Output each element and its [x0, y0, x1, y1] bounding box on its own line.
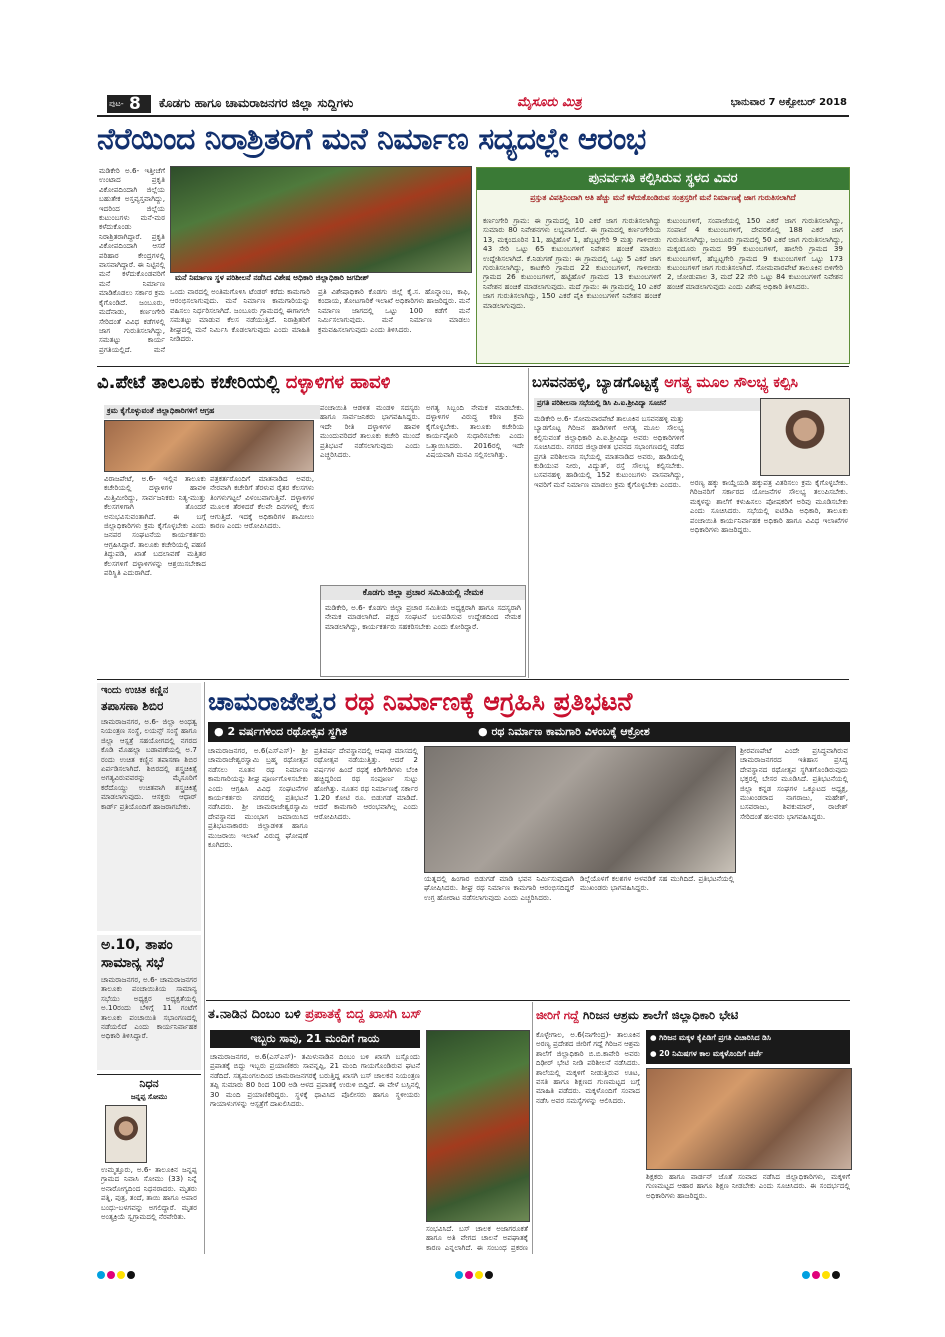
lead-col1: ಮಡಿಕೇರಿ ಅ.6- ಇತ್ತೀಚೆಗೆ ಉಂಟಾದ ಪ್ರಕೃತಿ ವಿಕೋಪದಿಂದಾಗಿ ಜಿಲ್ಲೆಯ ಬಹುತೇಕ ಅಸ್ತವ್ಯಸ್ತವಾಗಿದ್ದು, ಇದರಿಂದ ಜಿಲ್ಲೆಯ ಕುಟುಂಬಗಳು ಮನೆ-ಮಠ ಕಳೆದುಕೊಂಡು ನಿರಾಶ್ರಿತರಾಗಿದ್ದಾರೆ. ಪ್ರಕೃತಿ ವಿಕೋಪದಿಂದಾಗಿ ಆಸರೆ ಪರಿಹಾರ ಕೇಂದ್ರಗಳಲ್ಲಿ ವಾಸವಾಗಿದ್ದಾರೆ. ಈ ನಿಟ್ಟಿನಲ್ಲಿ ಮನೆ ಕಳೆದುಕೊಂಡವರಿಗೆ ಮನೆ ನಿರ್ಮಾಣ ಮಾಡಿಕೊಡಲು ಸರ್ಕಾರ ಕ್ರಮ ಕೈಗೊಂಡಿದೆ. ಜಂಬೂರು, ಮದೆನಾಡು, ಕರ್ಣಂಗೇರಿ ಸೇರಿದಂತೆ ವಿವಿಧ ಕಡೆಗಳಲ್ಲಿ ಜಾಗ ಗುರುತಿಸಲಾಗಿದ್ದು, ಸಮತಟ್ಟು ಕಾರ್ಯ ಪ್ರಗತಿಯಲ್ಲಿದೆ. ಮನೆ [99, 166, 165, 354]
ratha-col1: ಚಾಮರಾಜನಗರ, ಅ.6(ಎಸ್‌ಎಸ್)- ಶ್ರೀ ಚಾಮರಾಜೇಶ್ವರಸ್ವಾಮಿ ಬ್ರಹ್ಮ ರಥೋತ್ಸವ ನಡೆಸಲು ನೂತನ ರಥ ನಿರ್ಮಾಣ ಕಾಮಗಾರಿಯನ್ನು ಶೀಘ್ರ ಪೂರ್ಣಗೊಳಿಸಬೇಕು ಎಂದು ಆಗ್ರಹಿಸಿ ವಿವಿಧ ಸಂಘಟನೆಗಳ ಕಾರ್ಯಕರ್ತರು ನಗರದಲ್ಲಿ ಪ್ರತಿಭಟನೆ ನಡೆಸಿದರು. ಶ್ರೀ ಚಾಮರಾಜೇಶ್ವರಸ್ವಾಮಿ ದೇವಸ್ಥಾನದ ಮುಂಭಾಗ ಜಮಾಯಿಸಿದ ಪ್ರತಿಭಟನಾಕಾರರು ಜಿಲ್ಲಾಡಳಿತ ಹಾಗೂ ಮುಜರಾಯಿ ಇಲಾಖೆ ವಿರುದ್ಧ ಘೋಷಣೆ ಕೂಗಿದರು. [208, 746, 308, 850]
vpete-col3: ಪಂಚಾಯಿತಿ ಆಡಳಿತ ಮಂಡಳಿ ಸದಸ್ಯರು ಹಾಗೂ ಸಾರ್ವಜನಿಕರು ಭಾಗವಹಿಸಿದ್ದರು. ಇದೇ ರೀತಿ ದಳ್ಳಾಳಿಗಳ ಹಾವಳಿ ಮುಂದುವರಿದರೆ ತಾಲೂಕು ಕಚೇರಿ ಮುಂದೆ ಪ್ರತಿಭಟನೆ ನಡೆಸಲಾಗುವುದು ಎಂದು ಎಚ್ಚರಿಸಿದರು. [320, 403, 420, 460]
school-headline-a: ಜೀರಿಗೆ ಗದ್ದೆ [536, 1008, 583, 1022]
school-bullet-2-text: 20 ನಿಮಿಷಗಳ ಕಾಲ ಮಕ್ಕಳೊಂದಿಗೆ ಚರ್ಚೆ [659, 1049, 763, 1058]
obituary-title: ನಿಧನ [139, 1077, 159, 1090]
meeting-text: ಚಾಮರಾಜನಗರ, ಅ.6- ಚಾಮರಾಜನಗರ ತಾಲೂಕು ಪಂಚಾಯಿತಿಯ ಸಾಮಾನ್ಯ ಸಭೆಯು ಅಧ್ಯಕ್ಷರ ಅಧ್ಯಕ್ಷತೆಯಲ್ಲಿ ಅ.10ರಂದು ಬೆಳಿಗ್ಗೆ 11 ಗಂಟೆಗೆ ತಾಲೂಕು ಪಂಚಾಯಿತಿ ಸಭಾಂಗಣದಲ್ಲಿ ನಡೆಯಲಿದೆ ಎಂದು ಕಾರ್ಯನಿರ್ವಾಹಕ ಅಧಿಕಾರಿ ತಿಳಿಸಿದ್ದಾರೆ. [101, 975, 197, 1041]
bus-headline-b: ಪ್ರಪಾತಕ್ಕೆ ಬಿದ್ದ ಖಾಸಗಿ ಬಸ್ [305, 1007, 422, 1022]
reg-cyan [455, 1271, 463, 1279]
school-bullet-1: ● ಗಿರಿಜನ ಮಕ್ಕಳ ಕೈಪಿಡಿಗೆ ಪ್ರಗತಿ ವಿಚಾರಿಸಿದ ಡಿಸಿ [650, 1033, 771, 1042]
vpete-col2: ಪತ್ರಕರ್ತರೊಂದಿಗೆ ಮಾತನಾಡಿದ ಅವರು, ನೇರವಾಗಿ ಕಚೇರಿಗೆ ತೆರಳುವ ರೈತರ ಕೆಲಸಗಳು ತಿಂಗಳುಗಟ್ಟಲೆ ವಿಳಂಬವಾಗುತ್ತಿವೆ. ದಳ್ಳಾಳಿಗಳ ಮೂಲಕ ತೆರಳಿದರೆ ಕೆಲವೇ ದಿನಗಳಲ್ಲಿ ಕೆಲಸ ಆಗುತ್ತಿದೆ. ಇದಕ್ಕೆ ಅಧಿಕಾರಿಗಳ ಶಾಮೀಲು ಕಾರಣ ಎಂದು ಆರೋಪಿಸಿದರು. [210, 474, 314, 531]
bus-headline-a: ತ.ನಾಡಿನ ದಿಂಬಂ ಬಳಿ [208, 1007, 306, 1022]
school-headline-b: ಗಿರಿಜನ ಆಶ್ರಮ ಶಾಲೆಗೆ ಜಿಲ್ಲಾಧಿಕಾರಿ ಭೇಟಿ [582, 1008, 739, 1022]
basavanahalli-headline [532, 369, 850, 397]
bus-subhead: ಇಬ್ಬರು ಸಾವು, 21 ಮಂದಿಗೆ ಗಾಯ [210, 1030, 420, 1048]
bus-accident-photo [426, 1030, 530, 1222]
ratha-bullets [208, 722, 850, 742]
ratha-protest-photo [424, 746, 736, 873]
masthead [97, 93, 849, 117]
rehab-box-text2: ಕುಟುಂಬಗಳಿಗೆ, ಸಂಪಾಜೆಯಲ್ಲಿ 150 ಎಕರೆ ಜಾಗ ಗುರುತಿಸಲಾಗಿದ್ದು, ಸಂಪಾಜೆ 4 ಕುಟುಂಬಗಳಿಗೆ, ದೇವರಕೊಲ್ಲಿ 188 ಎಕರೆ ಜಾಗ ಗುರುತಿಸಲಾಗಿದ್ದು, ಜಂಬೂರು ಗ್ರಾಮದಲ್ಲಿ 50 ಎಕರೆ ಜಾಗ ಗುರುತಿಸಲಾಗಿದ್ದು, ಮಕ್ಕಂದೂರು ಗ್ರಾಮದ 99 ಕುಟುಂಬಗಳಿಗೆ, ಹಾಲೇರಿ ಗ್ರಾಮದ 39 ಕುಟುಂಬಗಳಿಗೆ, ಹೆಬ್ಬಟ್ಟಗೇರಿ ಗ್ರಾಮದ 9 ಕುಟುಂಬಗಳಿಗೆ ಒಟ್ಟು 173 ಕುಟುಂಬಗಳಿಗೆ ಜಾಗ ಗುರುತಿಸಲಾಗಿದೆ. ಸೋಮವಾರಪೇಟೆ ತಾಲೂಕಿನ ಬಿಳಿಗೇರಿ 2, ಜೋಡುಪಾಲ 3, ಮದೆ 22 ಸೇರಿ ಒಟ್ಟು 84 ಕುಟುಂಬಗಳಿಗೆ ನಿವೇಶನ ಹಂಚಿಕೆ ಮಾಡಲಾಗುವುದು ಎಂದು ವಿಶೇಷ ಅಧಿಕಾರಿ ತಿಳಿಸಿದರು. [667, 216, 843, 291]
divider [206, 1000, 850, 1001]
paper-name: ಮೈಸೂರು ಮಿತ್ರ [517, 95, 582, 110]
ratha-headline-b: ರಥ ನಿರ್ಮಾಣಕ್ಕೆ ಆಗ್ರಹಿಸಿ ಪ್ರತಿಭಟನೆ [344, 687, 633, 716]
vpete-headline [97, 369, 497, 397]
divider [97, 366, 849, 367]
ratha-col2: ಪ್ರತಿವರ್ಷ ದೇವಸ್ಥಾನದಲ್ಲಿ ಆಷಾಢ ಮಾಸದಲ್ಲಿ ರಥೋತ್ಸವ ನಡೆಯುತ್ತಿತ್ತು. ಆದರೆ 2 ವರ್ಷಗಳ ಹಿಂದೆ ರಥಕ್ಕೆ ಕಿಡಿಗೇಡಿಗಳು ಬೆಂಕಿ ಹಚ್ಚಿದ್ದರಿಂದ ರಥ ಸಂಪೂರ್ಣ ಸುಟ್ಟು ಹೋಗಿತ್ತು. ನೂತನ ರಥ ನಿರ್ಮಾಣಕ್ಕೆ ಸರ್ಕಾರ 1.20 ಕೋಟಿ ರೂ. ಬಿಡುಗಡೆ ಮಾಡಿದೆ. ಆದರೆ ಕಾಮಗಾರಿ ಆರಂಭವಾಗಿಲ್ಲ ಎಂದು ಆರೋಪಿಸಿದರು. [314, 746, 418, 821]
registration-marks [97, 1264, 137, 1283]
vpete-headline-b: ದಳ್ಳಾಳಿಗಳ ಹಾವಳಿ [285, 372, 391, 393]
school-photo [646, 1068, 852, 1170]
school-col2: ಶಿಕ್ಷಕರು ಹಾಗೂ ವಾರ್ಡನ್ ಜೊತೆ ಸಂವಾದ ನಡೆಸಿದ ಜಿಲ್ಲಾಧಿಕಾರಿಗಳು, ಮಕ್ಕಳಿಗೆ ಗುಣಮಟ್ಟದ ಆಹಾರ ಹಾಗೂ ಶಿಕ್ಷಣ ನೀಡಬೇಕು ಎಂದು ಸೂಚಿಸಿದರು. ಈ ಸಂದರ್ಭದಲ್ಲಿ ಅಧಿಕಾರಿಗಳು ಹಾಜರಿದ್ದರು. [646, 1172, 850, 1200]
lead-photo-caption: ಮನೆ ನಿರ್ಮಾಣ ಸ್ಥಳ ಪರಿಶೀಲನೆ ನಡೆಸಿದ ವಿಶೇಷ ಅಧಿಕಾರಿ ಜಿಲ್ಲಾಧಿಕಾರಿ ಜಗದೀಶ್ [175, 273, 370, 282]
basavanahalli-col2: ಅರಣ್ಯ ಹಕ್ಕು ಕಾಯ್ದೆಯಡಿ ಹಕ್ಕುಪತ್ರ ವಿತರಿಸಲು ಕ್ರಮ ಕೈಗೊಳ್ಳಬೇಕು. ಗಿರಿಜನರಿಗೆ ಸರ್ಕಾರದ ಯೋಜನೆಗಳ ಸೌಲಭ್ಯ ತಲುಪಿಸಬೇಕು. ಮಕ್ಕಳನ್ನು ಶಾಲೆಗೆ ಕಳುಹಿಸಲು ಪೋಷಕರಿಗೆ ಅರಿವು ಮೂಡಿಸಬೇಕು ಎಂದು ಸೂಚಿಸಿದರು. ಸಭೆಯಲ್ಲಿ ಐಟಿಡಿಪಿ ಅಧಿಕಾರಿ, ತಾಲೂಕು ಪಂಚಾಯಿತಿ ಕಾರ್ಯನಿರ್ವಾಹಕ ಅಧಿಕಾರಿ ಹಾಗೂ ವಿವಿಧ ಇಲಾಖೆಗಳ ಅಧಿಕಾರಿಗಳು ಹಾಜರಿದ್ದರು. [690, 478, 848, 535]
section-title: ಕೊಡಗು ಹಾಗೂ ಚಾಮರಾಜನಗರ ಜಿಲ್ಲಾ ಸುದ್ದಿಗಳು [159, 96, 354, 110]
reg-black [832, 1271, 840, 1279]
ratha-col3: ಯತ್ನದಲ್ಲಿ ಹಿಂಗಾರ ಬಿಡುಗಡೆ ಮಾಡಿ ಭವನ ನಿರ್ಮಿಸುವುದಾಗಿ ಘೋಷಿಸಿದರು. ಶೀಘ್ರ ರಥ ನಿರ್ಮಾಣ ಕಾಮಗಾರಿ ಆರಂಭಿಸದಿದ್ದರೆ ಉಗ್ರ ಹೋರಾಟ ನಡೆಸಲಾಗುವುದು ಎಂದು ಎಚ್ಚರಿಸಿದರು. [424, 874, 574, 902]
ratha-headline-a: ಚಾಮರಾಜೇಶ್ವರ [208, 687, 345, 716]
column-rule [532, 1002, 533, 1254]
eye-camp-headline-b: ತಪಾಸಣಾ ಶಿಬಿರ [101, 699, 164, 713]
vpete-subhead: ಕ್ರಮ ಕೈಗೊಳ್ಳುವಂತೆ ಜಿಲ್ಲಾಧಿಕಾರಿಗಳಿಗೆ ಆಗ್ರಹ [104, 405, 320, 419]
school-bullet-1-text: ಗಿರಿಜನ ಮಕ್ಕಳ ಕೈಪಿಡಿಗೆ ಪ್ರಗತಿ ವಿಚಾರಿಸಿದ ಡಿಸಿ [659, 1033, 771, 1042]
lead-headline: ನೆರೆಯಿಂದ ನಿರಾಶ್ರಿತರಿಗೆ ಮನೆ ನಿರ್ಮಾಣ ಸದ್ಯದಲ್ಲೇ ಆರಂಭ [97, 122, 646, 157]
lead-col2: ಒಂದು ವಾರದಲ್ಲಿ ಅಂತಿಮಗೊಳಿಸಿ ಟೆಂಡರ್ ಕರೆದು ಕಾಮಗಾರಿ ಆರಂಭಿಸಲಾಗುವುದು. ಮನೆ ನಿರ್ಮಾಣ ಕಾಮಗಾರಿಯನ್ನು ವಹಿಸಲು ನಿರ್ಧರಿಸಲಾಗಿದೆ. ಜಂಬೂರು ಗ್ರಾಮದಲ್ಲಿ ಈಗಾಗಲೇ ಸಮತಟ್ಟು ಮಾಡುವ ಕೆಲಸ ನಡೆಯುತ್ತಿದೆ. ನಿರಾಶ್ರಿತರಿಗೆ ಶೀಘ್ರದಲ್ಲಿ ಮನೆ ನಿರ್ಮಿಸಿ ಕೊಡಲಾಗುವುದು ಎಂದು ಮಾಹಿತಿ ನೀಡಿದರು. [170, 287, 310, 344]
issue-date: ಭಾನುವಾರ 7 ಅಕ್ಟೋಬರ್ 2018 [730, 97, 847, 108]
vpete-headline-a: ವಿ.ಪೇಟೆ ತಾಲೂಕು ಕಚೇರಿಯಲ್ಲಿ [97, 372, 286, 393]
rehab-box-text: ಕರ್ಣಂಗೇರಿ ಗ್ರಾಮ: ಈ ಗ್ರಾಮದಲ್ಲಿ 10 ಎಕರೆ ಜಾಗ ಗುರುತಿಸಲಾಗಿದ್ದು ಸುಮಾರು 80 ನಿವೇಶನಗಳು ಲಭ್ಯವಾಗಲಿದೆ. ಈ ಗ್ರಾಮದಲ್ಲಿ ಕರ್ಣಂಗೇರಿಯ 13, ಮಕ್ಕಂದೂರಿನ 11, ಹಟ್ಟಿಹೊಳೆ 1, ಹೆಬ್ಬಟ್ಟಗೇರಿ 9 ಮತ್ತು ಗಾಳಿಬೀಡು 43 ಸೇರಿ ಒಟ್ಟು 65 ಕುಟುಂಬಗಳಿಗೆ ನಿವೇಶನ ಹಂಚಿಕೆ ಮಾಡಲು ಉದ್ದೇಶಿಸಲಾಗಿದೆ. ಕೆ.ನಿಡುಗಣೆ ಗ್ರಾಮ: ಈ ಗ್ರಾಮದಲ್ಲಿ ಒಟ್ಟು 5 ಎಕರೆ ಜಾಗ ಗುರುತಿಸಲಾಗಿದ್ದು, ಕಾಟಕೇರಿ ಗ್ರಾಮದ 22 ಕುಟುಂಬಗಳಿಗೆ, ಗಾಳಿಬೀಡು ಗ್ರಾಮದ 26 ಕುಟುಂಬಗಳಿಗೆ, ಹಟ್ಟಿಹೊಳೆ ಗ್ರಾಮದ 13 ಕುಟುಂಬಗಳಿಗೆ ನಿವೇಶನ ಹಂಚಿಕೆ ಮಾಡಲಾಗುವುದು. ಮದೆ ಗ್ರಾಮ: ಈ ಗ್ರಾಮದಲ್ಲಿ 10 ಎಕರೆ ಜಾಗ ಗುರುತಿಸಲಾಗಿದ್ದು, 150 ಎಕರೆ ಪೈಕಿ ಕುಟುಂಬಗಳಿಗೆ ನಿವೇಶನ ಹಂಚಿಕೆ ಮಾಡಲಾಗುವುದು. [483, 216, 661, 310]
kodagu-notice-headline: ಕೊಡಗು ಜಿಲ್ಲಾ ಪ್ರಚಾರ ಸಮಿತಿಯಲ್ಲಿ ನೇಮಕ [321, 586, 525, 600]
reg-cyan [802, 1271, 810, 1279]
eye-camp-headline-a: ಇಂದು ಉಚಿತ ಕಣ್ಣಿನ [101, 685, 169, 696]
obituary-photo [105, 1105, 147, 1163]
basavanahalli-photo [760, 398, 850, 476]
ratha-headline [208, 683, 850, 721]
school-col1: ಕೊಳ್ಳೇಗಾಲ, ಅ.6(ನಾಗೇಂದ್ರ)- ತಾಲೂಕಿನ ಅರಣ್ಯ ಪ್ರದೇಶದ ಜೀರಿಗೆ ಗದ್ದೆ ಗಿರಿಜನ ಆಶ್ರಮ ಶಾಲೆಗೆ ಜಿಲ್ಲಾಧಿಕಾರಿ ಬಿ.ಬಿ.ಕಾವೇರಿ ಅವರು ದಿಢೀರ್ ಭೇಟಿ ನೀಡಿ ಪರಿಶೀಲನೆ ನಡೆಸಿದರು. ಶಾಲೆಯಲ್ಲಿ ಮಕ್ಕಳಿಗೆ ನೀಡುತ್ತಿರುವ ಊಟ, ವಸತಿ ಹಾಗೂ ಶಿಕ್ಷಣದ ಗುಣಮಟ್ಟದ ಬಗ್ಗೆ ಮಾಹಿತಿ ಪಡೆದರು. ಮಕ್ಕಳೊಂದಿಗೆ ಸಂವಾದ ನಡೆಸಿ ಅವರ ಸಮಸ್ಯೆಗಳನ್ನು ಆಲಿಸಿದರು. [536, 1030, 640, 1105]
eye-camp-box [97, 683, 201, 931]
column-rule [204, 682, 205, 1254]
divider [97, 679, 849, 680]
reg-magenta [465, 1271, 473, 1279]
reg-yellow [822, 1271, 830, 1279]
obituary-name: ಜನ್ನಪ್ಪ ಸೋಮು [130, 1093, 168, 1101]
bus-headline [208, 1002, 528, 1028]
reg-magenta [107, 1271, 115, 1279]
school-bullets [646, 1030, 850, 1064]
lead-col3: ಪ್ರತಿ ವಿಶೇಷಾಧಿಕಾರಿ ಕೊಡಗು ಜಿಲ್ಲೆ ಕೈ.ಸ. ಹೊನ್ನಾಂಬ, ಕಾಫಿ, ಕಂದಾಯ, ತೋಟಗಾರಿಕೆ ಇಲಾಖೆ ಅಧಿಕಾರಿಗಳು ಹಾಜರಿದ್ದರು. ಮನೆ ನಿರ್ಮಾಣ ಜಾಗದಲ್ಲಿ ಒಟ್ಟು 100 ಕಡೆಗೆ ಮನೆ ನಿರ್ಮಿಸಲಾಗುವುದು. ಮನೆ ನಿರ್ಮಾಣ ಮಾಡಲು ಕ್ರಮವಹಿಸಲಾಗುವುದು ಎಂದು ತಿಳಿಸಿದರು. [318, 287, 470, 334]
basavanahalli-col1: ಮಡಿಕೇರಿ ಅ.6- ಸೋಮವಾರಪೇಟೆ ತಾಲೂಕಿನ ಬಸವನಹಳ್ಳಿ ಮತ್ತು ಬ್ಯಾಡಗೊಟ್ಟ ಗಿರಿಜನ ಹಾಡಿಗಳಿಗೆ ಅಗತ್ಯ ಮೂಲ ಸೌಲಭ್ಯ ಕಲ್ಪಿಸುವಂತೆ ಜಿಲ್ಲಾಧಿಕಾರಿ ಪಿ.ಐ.ಶ್ರೀವಿದ್ಯಾ ಅವರು ಅಧಿಕಾರಿಗಳಿಗೆ ಸೂಚಿಸಿದರು. ನಗರದ ಜಿಲ್ಲಾಡಳಿತ ಭವನದ ಸಭಾಂಗಣದಲ್ಲಿ ನಡೆದ ಪ್ರಗತಿ ಪರಿಶೀಲನಾ ಸಭೆಯಲ್ಲಿ ಮಾತನಾಡಿದ ಅವರು, ಹಾಡಿಯಲ್ಲಿ ಕುಡಿಯುವ ನೀರು, ವಿದ್ಯುತ್, ರಸ್ತೆ ಸೌಲಭ್ಯ ಕಲ್ಪಿಸಬೇಕು. ಬಸವನಹಳ್ಳಿ ಹಾಡಿಯಲ್ಲಿ 152 ಕುಟುಂಬಗಳು ವಾಸವಾಗಿದ್ದು, ಇವರಿಗೆ ಮನೆ ನಿರ್ಮಾಣ ಮಾಡಲು ಕ್ರಮ ಕೈಗೊಳ್ಳಬೇಕು ಎಂದರು. [534, 414, 684, 489]
lead-photo [170, 166, 472, 273]
school-bullet-2: ● 20 ನಿಮಿಷಗಳ ಕಾಲ ಮಕ್ಕಳೊಂದಿಗೆ ಚರ್ಚೆ [650, 1049, 763, 1058]
reg-black [127, 1271, 135, 1279]
meeting-headline-b: ಸಾಮಾನ್ಯ ಸಭೆ [101, 955, 164, 971]
ratha-col4: ಡಿಲ್ಲೆಯೊಳಗೆ ಕಲಶಗಳ ಅಳವಡಿಕೆ ಸಹ ಮುಗಿದಿದೆ. ಪ್ರತಿಭಟನೆಯಲ್ಲಿ ಮುಖಂಡರು ಭಾಗವಹಿಸಿದ್ದರು. [580, 874, 734, 893]
kodagu-notice-text: ಮಡಿಕೇರಿ, ಅ.6- ಕೊಡಗು ಜಿಲ್ಲಾ ಪ್ರಚಾರ ಸಮಿತಿಯ ಅಧ್ಯಕ್ಷರಾಗಿ ಹಾಗೂ ಸದಸ್ಯರಾಗಿ ನೇಮಕ ಮಾಡಲಾಗಿದೆ. ಪಕ್ಷದ ಸಂಘಟನೆ ಬಲಪಡಿಸುವ ಉದ್ದೇಶದಿಂದ ನೇಮಕ ಮಾಡಲಾಗಿದ್ದು, ಕಾರ್ಯಕರ್ತರು ಸಹಕರಿಸಬೇಕು ಎಂದು ಕೋರಿದ್ದಾರೆ. [325, 603, 521, 631]
page-prefix: ಪುಟ- [109, 99, 124, 108]
school-headline [536, 1002, 850, 1028]
column-rule [528, 368, 529, 678]
eye-camp-text: ಚಾಮರಾಜನಗರ, ಅ.6- ಜಿಲ್ಲಾ ಅಂಧತ್ವ ನಿಯಂತ್ರಣ ಸಂಸ್ಥೆ, ಲಯನ್ಸ್ ಸಂಸ್ಥೆ ಹಾಗೂ ಜಿಲ್ಲಾ ಆಸ್ಪತ್ರೆ ಸಹಯೋಗದಲ್ಲಿ ನಗರದ ಕೊಡಿ ಮೊಹಲ್ಲಾ ಬಡಾವಣೆಯಲ್ಲಿ ಅ.7 ರಂದು ಉಚಿತ ಕಣ್ಣಿನ ತಪಾಸಣಾ ಶಿಬಿರ ಏರ್ಪಡಿಸಲಾಗಿದೆ. ಶಿಬಿರದಲ್ಲಿ ಶಸ್ತ್ರಚಿಕಿತ್ಸೆ ಅಗತ್ಯವಿರುವವರನ್ನು ಮೈಸೂರಿಗೆ ಕರೆದೊಯ್ದು ಉಚಿತವಾಗಿ ಶಸ್ತ್ರಚಿಕಿತ್ಸೆ ಮಾಡಲಾಗುವುದು. ಆಸಕ್ತರು ಆಧಾರ್ ಕಾರ್ಡ್ ಪ್ರತಿಯೊಂದಿಗೆ ಹಾಜರಾಗಬೇಕು. [101, 717, 197, 811]
meeting-box [97, 935, 201, 1070]
obituary-box [97, 1074, 201, 1255]
vpete-col1: ವಿರಾಜಪೇಟೆ, ಅ.6- ಇಲ್ಲಿನ ತಾಲೂಕು ಕಚೇರಿಯಲ್ಲಿ ದಳ್ಳಾಳಿಗಳ ಹಾವಳಿ ಮಿತ್ತಿಮೀರಿದ್ದು, ಸಾರ್ವಜನಿಕರು ನಿತ್ಯ-ಮುತ್ತು ಕೆಲಸಗಳಿಗಾಗಿ ತೊಂದರೆ ಅನುಭವಿಸುವಂತಾಗಿದೆ. ಈ ಬಗ್ಗೆ ಜಿಲ್ಲಾಧಿಕಾರಿಗಳು ಕ್ರಮ ಕೈಗೊಳ್ಳಬೇಕು ಎಂದು ಜನಪರ ಸಂಘಟನೆಯ ಕಾರ್ಯಕರ್ತರು ಆಗ್ರಹಿಸಿದ್ದಾರೆ. ತಾಲೂಕು ಕಚೇರಿಯಲ್ಲಿ ಪಹಣಿ ತಿದ್ದುಪಡಿ, ಖಾತೆ ಬದಲಾವಣೆ ಮತ್ತಿತರ ಕೆಲಸಗಳಿಗೆ ದಳ್ಳಾಳಿಗಳನ್ನು ಆಶ್ರಯಿಸಬೇಕಾದ ಪರಿಸ್ಥಿತಿ ಎದುರಾಗಿದೆ. [104, 474, 206, 578]
reg-magenta [812, 1271, 820, 1279]
ratha-bullet-1: ● 2 ವರ್ಷಗಳಿಂದ ರಥೋತ್ಸವ ಸ್ಥಗಿತ [214, 725, 348, 738]
reg-black [485, 1271, 493, 1279]
ratha-bullet-2: ● ರಥ ನಿರ್ಮಾಣ ಕಾಮಗಾರಿ ವಿಳಂಬಕ್ಕೆ ಆಕ್ರೋಶ [478, 725, 650, 738]
bus-col1: ಚಾಮರಾಜನಗರ, ಅ.6(ಎಸ್‌ಎಸ್)- ತಮಿಳುನಾಡಿನ ದಿಂಬಂ ಬಳಿ ಖಾಸಗಿ ಬಸ್ಸೊಂದು ಪ್ರಪಾತಕ್ಕೆ ಬಿದ್ದು ಇಬ್ಬರು ಪ್ರಯಾಣಿಕರು ಸಾವನ್ನಪ್ಪಿ, 21 ಮಂದಿ ಗಾಯಗೊಂಡಿರುವ ಘಟನೆ ನಡೆದಿದೆ. ಸತ್ಯಮಂಗಲದಿಂದ ಚಾಮರಾಜನಗರಕ್ಕೆ ಬರುತ್ತಿದ್ದ ಖಾಸಗಿ ಬಸ್ ಚಾಲಕನ ನಿಯಂತ್ರಣ ತಪ್ಪಿ ಸುಮಾರು 80 ರಿಂದ 100 ಅಡಿ ಆಳದ ಪ್ರಪಾತಕ್ಕೆ ಉರುಳಿ ಬಿದ್ದಿದೆ. ಈ ವೇಳೆ ಬಸ್ಸಿನಲ್ಲಿ 30 ಮಂದಿ ಪ್ರಯಾಣಿಕರಿದ್ದರು. ಸ್ಥಳಕ್ಕೆ ಧಾವಿಸಿದ ಪೊಲೀಸರು ಹಾಗೂ ಸ್ಥಳೀಯರು ಗಾಯಾಳುಗಳನ್ನು ಆಸ್ಪತ್ರೆಗೆ ದಾಖಲಿಸಿದರು. [210, 1052, 420, 1109]
basavanahalli-subhead: ಪ್ರಗತಿ ಪರಿಶೀಲನಾ ಸಭೆಯಲ್ಲಿ ಡಿಸಿ ಪಿ.ಐ.ಶ್ರೀವಿದ್ಯಾ ಸೂಚನೆ [534, 398, 760, 411]
reg-yellow [117, 1271, 125, 1279]
ratha-col5: ಶ್ರೀರವಣಪೇಟೆ ಎಂದೇ ಪ್ರಸಿದ್ಧವಾಗಿರುವ ಚಾಮರಾಜನಗರದ ಇತಿಹಾಸ ಪ್ರಸಿದ್ಧ ದೇವಸ್ಥಾನದ ರಥೋತ್ಸವ ಸ್ಥಗಿತಗೊಂಡಿರುವುದು ಭಕ್ತರಲ್ಲಿ ಬೇಸರ ಮೂಡಿಸಿದೆ. ಪ್ರತಿಭಟನೆಯಲ್ಲಿ ಜಿಲ್ಲಾ ಕನ್ನಡ ಸಂಘಗಳ ಒಕ್ಕೂಟದ ಅಧ್ಯಕ್ಷ, ಮುಖಂಡರಾದ ನಾಗರಾಜು, ಮಹೇಶ್, ಬಸವರಾಜು, ಶಿವಕುಮಾರ್, ರಾಜೇಶ್ ಸೇರಿದಂತೆ ಹಲವರು ಭಾಗವಹಿಸಿದ್ದರು. [740, 746, 848, 821]
vpete-photo [104, 420, 314, 472]
vpete-col4: ಅಗತ್ಯ ಸಿಬ್ಬಂದಿ ನೇಮಕ ಮಾಡಬೇಕು. ದಳ್ಳಾಳಿಗಳ ವಿರುದ್ಧ ಕಠಿಣ ಕ್ರಮ ಕೈಗೊಳ್ಳಬೇಕು. ತಾಲೂಕು ಕಚೇರಿಯ ಕಾರ್ಯವೈಖರಿ ಸುಧಾರಿಸಬೇಕು ಎಂದು ಒತ್ತಾಯಿಸಿದರು. 2016ರಲ್ಲಿ ಇದೇ ವಿಷಯವಾಗಿ ಮನವಿ ಸಲ್ಲಿಸಲಾಗಿತ್ತು. [426, 403, 524, 460]
page-number-badge [107, 95, 151, 113]
ratha-bullet-2-text: ರಥ ನಿರ್ಮಾಣ ಕಾಮಗಾರಿ ವಿಳಂಬಕ್ಕೆ ಆಕ್ರೋಶ [491, 725, 650, 738]
page-number: 8 [129, 94, 141, 114]
basavanahalli-headline-b: ಅಗತ್ಯ ಮೂಲ ಸೌಲಭ್ಯ ಕಲ್ಪಿಸಿ [664, 375, 798, 391]
rehab-box-title: ಪುನರ್ವಸತಿ ಕಲ್ಪಿಸಿರುವ ಸ್ಥಳದ ವಿವರ [477, 168, 849, 190]
ratha-bullet-1-text: 2 ವರ್ಷಗಳಿಂದ ರಥೋತ್ಸವ ಸ್ಥಗಿತ [227, 725, 348, 738]
reg-cyan [97, 1271, 105, 1279]
rehab-box [476, 167, 850, 364]
registration-marks [802, 1264, 842, 1283]
rehab-box-subtitle: ಪ್ರಸ್ತುತ ವಿಪತ್ತಿನಿಂದಾಗಿ ಅತಿ ಹೆಚ್ಚು ಮನೆ ಕಳೆದುಕೊಂಡಿರುವ ಸಂತ್ರಸ್ತರಿಗೆ ಮನೆ ನಿರ್ಮಾಣಕ್ಕೆ ಜಾಗ ಗುರುತಿಸಲಾಗಿದೆ [530, 193, 796, 202]
registration-marks [455, 1264, 495, 1283]
basavanahalli-headline-a: ಬಸವನಹಳ್ಳಿ, ಬ್ಯಾಡಗೊಟ್ಟಕ್ಕೆ [532, 375, 665, 391]
obituary-text: ಉಮ್ಮತ್ತೂರು, ಅ.6- ತಾಲೂಕಿನ ಜನ್ನಪ್ಪ ಗ್ರಾಮದ ನಿವಾಸಿ ಸೋಮು (33) ನಿನ್ನೆ ಅನಾರೋಗ್ಯದಿಂದ ನಿಧನರಾದರು. ಮೃತರು ಪತ್ನಿ, ಪುತ್ರ, ತಂದೆ, ತಾಯಿ ಹಾಗೂ ಅಪಾರ ಬಂಧು-ಬಳಗವನ್ನು ಅಗಲಿದ್ದಾರೆ. ಮೃತರ ಅಂತ್ಯಕ್ರಿಯೆ ಸ್ವಗ್ರಾಮದಲ್ಲಿ ನೆರವೇರಿತು. [101, 1165, 197, 1222]
reg-yellow [475, 1271, 483, 1279]
kodagu-notice [320, 585, 526, 677]
meeting-headline-a: ಅ.10, ತಾಪಂ [101, 937, 173, 953]
bus-col2: ಸಂಭವಿಸಿದೆ. ಬಸ್ ಚಾಲಕ ಅಜಾಗರೂಕತೆ ಹಾಗೂ ಅತಿ ವೇಗದ ಚಾಲನೆ ಅಪಘಾತಕ್ಕೆ ಕಾರಣ ಎನ್ನಲಾಗಿದೆ. ಈ ಸಂಬಂಧ ಪ್ರಕರಣ [426, 1224, 528, 1252]
